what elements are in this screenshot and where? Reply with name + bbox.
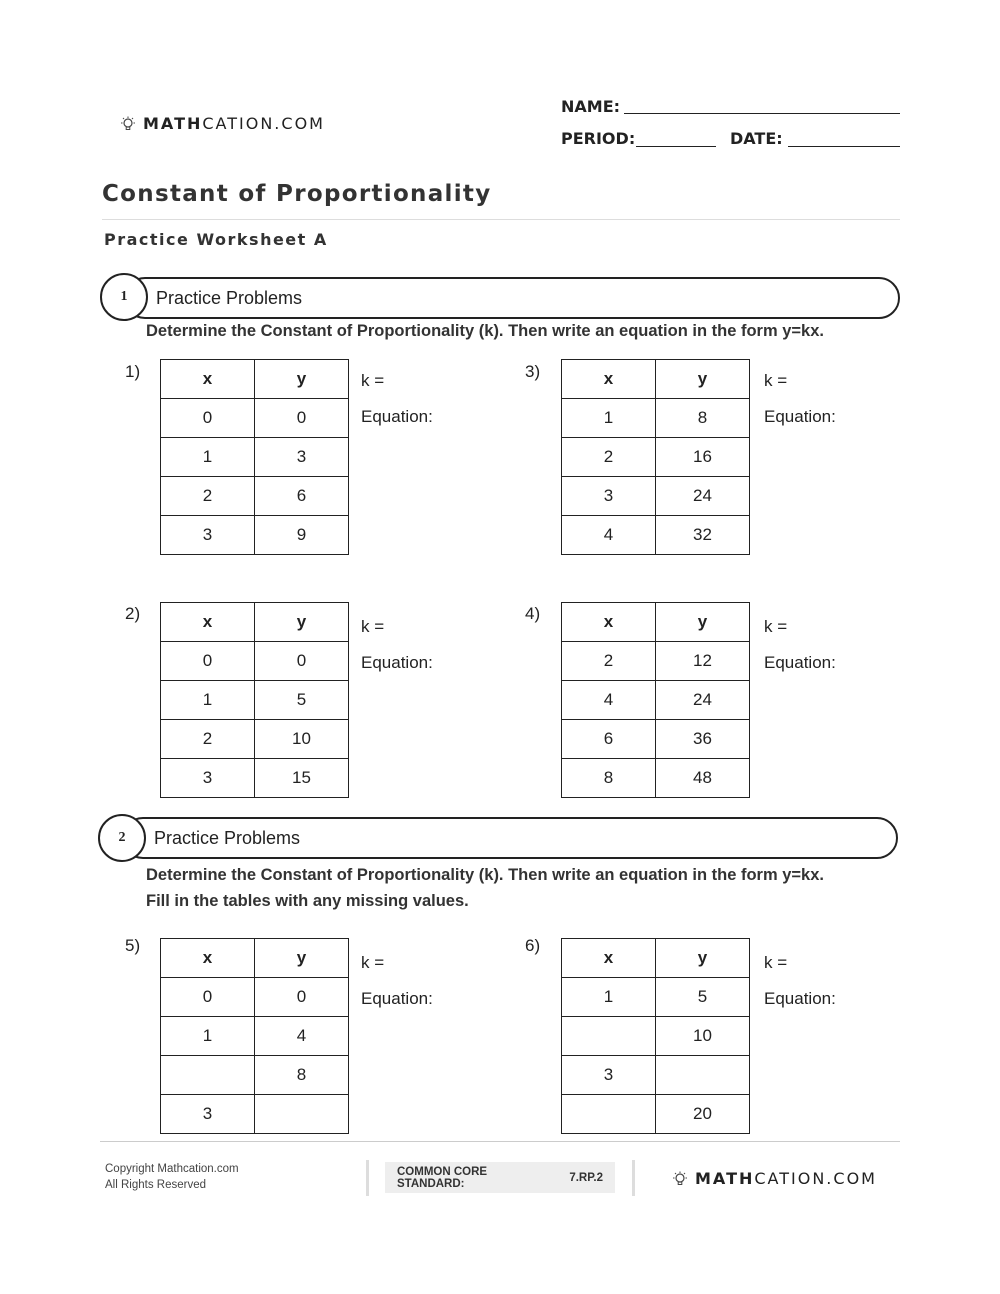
header-x: x bbox=[161, 603, 255, 642]
cell-y: 0 bbox=[255, 978, 349, 1017]
cell-y: 32 bbox=[656, 516, 750, 555]
problem-2-k-label: k = bbox=[361, 617, 385, 636]
cell-y: 48 bbox=[656, 759, 750, 798]
header-y: y bbox=[255, 603, 349, 642]
cell-y: 8 bbox=[656, 399, 750, 438]
logo-rest-text: CATION.COM bbox=[202, 114, 325, 133]
table-row bbox=[161, 720, 349, 759]
cell-x: 4 bbox=[562, 681, 656, 720]
table-row bbox=[562, 438, 750, 477]
cell-x-blank[interactable] bbox=[161, 1056, 255, 1095]
cell-x: 2 bbox=[562, 642, 656, 681]
table-row bbox=[161, 978, 349, 1017]
cell-y: 0 bbox=[255, 399, 349, 438]
problem-5-equation-label: Equation: bbox=[361, 989, 433, 1008]
lightbulb-icon bbox=[672, 1171, 688, 1187]
footer-divider bbox=[100, 1141, 900, 1142]
section-1-banner bbox=[124, 277, 900, 319]
table-row bbox=[562, 477, 750, 516]
problem-3-table bbox=[561, 359, 750, 555]
problem-3-equation-label: Equation: bbox=[764, 407, 836, 426]
cell-x: 3 bbox=[161, 759, 255, 798]
section-1-instructions: Determine the Constant of Proportionality (k). Then write an equation in the form y=kx. bbox=[146, 322, 824, 340]
section-2-banner bbox=[122, 817, 898, 859]
cell-x: 0 bbox=[161, 642, 255, 681]
table-row bbox=[562, 978, 750, 1017]
section-2-instruction-line: Determine the Constant of Proportionality (k). Then write an equation in the form y=kx. bbox=[146, 866, 824, 884]
cell-y: 36 bbox=[656, 720, 750, 759]
section-1-number: 1 bbox=[100, 273, 148, 321]
cell-x: 3 bbox=[562, 1056, 656, 1095]
copyright-text: Copyright Mathcation.com bbox=[105, 1163, 239, 1175]
period-label: PERIOD: bbox=[561, 129, 636, 148]
logo-bold-text: MATH bbox=[143, 114, 203, 133]
header-x: x bbox=[161, 360, 255, 399]
problem-6-label: 6) bbox=[525, 936, 541, 955]
problem-1-table bbox=[160, 359, 349, 555]
section-2-number: 2 bbox=[98, 814, 146, 862]
name-label: NAME: bbox=[561, 97, 621, 116]
table-row bbox=[161, 399, 349, 438]
table-row bbox=[161, 477, 349, 516]
table-row bbox=[562, 516, 750, 555]
title-divider bbox=[102, 219, 900, 220]
table-row bbox=[562, 1056, 750, 1095]
header-x: x bbox=[161, 939, 255, 978]
standard-value: 7.RP.2 bbox=[569, 1171, 603, 1184]
cell-y: 6 bbox=[255, 477, 349, 516]
cell-x: 1 bbox=[161, 681, 255, 720]
problem-4-table bbox=[561, 602, 750, 798]
cell-x-blank[interactable] bbox=[562, 1017, 656, 1056]
footer-separator bbox=[632, 1160, 635, 1196]
cell-x: 4 bbox=[562, 516, 656, 555]
table-row bbox=[161, 759, 349, 798]
cell-x: 2 bbox=[161, 720, 255, 759]
problem-5-k-label: k = bbox=[361, 953, 385, 972]
table-row bbox=[161, 1017, 349, 1056]
cell-x: 0 bbox=[161, 399, 255, 438]
cell-x: 3 bbox=[161, 1095, 255, 1134]
table-row bbox=[161, 1056, 349, 1095]
cell-y: 5 bbox=[656, 978, 750, 1017]
table-row bbox=[161, 516, 349, 555]
problem-5-label: 5) bbox=[125, 936, 141, 955]
header-x: x bbox=[562, 603, 656, 642]
date-field[interactable] bbox=[788, 146, 900, 147]
problem-1-label: 1) bbox=[125, 362, 141, 381]
cell-y: 24 bbox=[656, 477, 750, 516]
cell-x: 1 bbox=[161, 1017, 255, 1056]
table-row bbox=[562, 720, 750, 759]
problem-2-equation-label: Equation: bbox=[361, 653, 433, 672]
table-row bbox=[161, 1095, 349, 1134]
table-row bbox=[562, 681, 750, 720]
table-row bbox=[562, 1017, 750, 1056]
header-y: y bbox=[656, 360, 750, 399]
problem-1-equation-label: Equation: bbox=[361, 407, 433, 426]
table-row bbox=[161, 642, 349, 681]
problem-6-k-label: k = bbox=[764, 953, 788, 972]
problem-1-k-label: k = bbox=[361, 371, 385, 390]
name-field[interactable] bbox=[624, 113, 900, 114]
period-field[interactable] bbox=[636, 146, 716, 147]
logo-rest-text: CATION.COM bbox=[754, 1169, 877, 1188]
table-row bbox=[562, 399, 750, 438]
section-2-instruction-line: Fill in the tables with any missing values. bbox=[146, 892, 469, 910]
cell-y-blank[interactable] bbox=[255, 1095, 349, 1134]
section-1-heading: Practice Problems bbox=[156, 287, 303, 308]
cell-x: 1 bbox=[562, 978, 656, 1017]
cell-x: 3 bbox=[161, 516, 255, 555]
problem-3-k-label: k = bbox=[764, 371, 788, 390]
table-row bbox=[562, 759, 750, 798]
cell-y: 10 bbox=[255, 720, 349, 759]
header-y: y bbox=[255, 939, 349, 978]
cell-y: 24 bbox=[656, 681, 750, 720]
problem-5-table bbox=[160, 938, 349, 1134]
footer-separator bbox=[366, 1160, 369, 1196]
cell-y: 5 bbox=[255, 681, 349, 720]
problem-3-label: 3) bbox=[525, 362, 541, 381]
header-y: y bbox=[656, 603, 750, 642]
cell-y: 15 bbox=[255, 759, 349, 798]
section-2-heading: Practice Problems bbox=[154, 827, 301, 848]
section-2-instructions bbox=[146, 862, 824, 914]
standard-label: COMMON CORE STANDARD: bbox=[397, 1165, 488, 1190]
lightbulb-icon bbox=[120, 116, 136, 132]
rights-text: All Rights Reserved bbox=[105, 1179, 206, 1191]
common-core-standard-badge bbox=[385, 1162, 615, 1193]
cell-y: 3 bbox=[255, 438, 349, 477]
cell-x: 0 bbox=[161, 978, 255, 1017]
date-label: DATE: bbox=[730, 129, 783, 148]
cell-x: 6 bbox=[562, 720, 656, 759]
page-title: Constant of Proportionality bbox=[102, 181, 492, 207]
problem-4-k-label: k = bbox=[764, 617, 788, 636]
header-logo bbox=[120, 114, 325, 133]
problem-6-table bbox=[561, 938, 750, 1134]
problem-4-label: 4) bbox=[525, 604, 541, 623]
footer-copyright bbox=[105, 1161, 239, 1193]
cell-y-blank[interactable] bbox=[656, 1056, 750, 1095]
cell-x: 1 bbox=[562, 399, 656, 438]
cell-y: 12 bbox=[656, 642, 750, 681]
table-row bbox=[161, 438, 349, 477]
table-row bbox=[562, 1095, 750, 1134]
table-row bbox=[161, 681, 349, 720]
header-x: x bbox=[562, 360, 656, 399]
problem-2-table bbox=[160, 602, 349, 798]
cell-y: 8 bbox=[255, 1056, 349, 1095]
cell-x: 8 bbox=[562, 759, 656, 798]
problem-6-equation-label: Equation: bbox=[764, 989, 836, 1008]
cell-x: 2 bbox=[161, 477, 255, 516]
cell-y: 20 bbox=[656, 1095, 750, 1134]
cell-x: 3 bbox=[562, 477, 656, 516]
cell-x-blank[interactable] bbox=[562, 1095, 656, 1134]
logo-bold-text: MATH bbox=[695, 1169, 755, 1188]
cell-y: 10 bbox=[656, 1017, 750, 1056]
cell-y: 4 bbox=[255, 1017, 349, 1056]
problem-2-label: 2) bbox=[125, 604, 141, 623]
header-y: y bbox=[656, 939, 750, 978]
cell-x: 2 bbox=[562, 438, 656, 477]
page-subtitle: Practice Worksheet A bbox=[104, 230, 328, 249]
header-x: x bbox=[562, 939, 656, 978]
footer-logo bbox=[672, 1169, 877, 1188]
cell-y: 9 bbox=[255, 516, 349, 555]
problem-4-equation-label: Equation: bbox=[764, 653, 836, 672]
cell-y: 16 bbox=[656, 438, 750, 477]
cell-y: 0 bbox=[255, 642, 349, 681]
header-y: y bbox=[255, 360, 349, 399]
table-row bbox=[562, 642, 750, 681]
cell-x: 1 bbox=[161, 438, 255, 477]
